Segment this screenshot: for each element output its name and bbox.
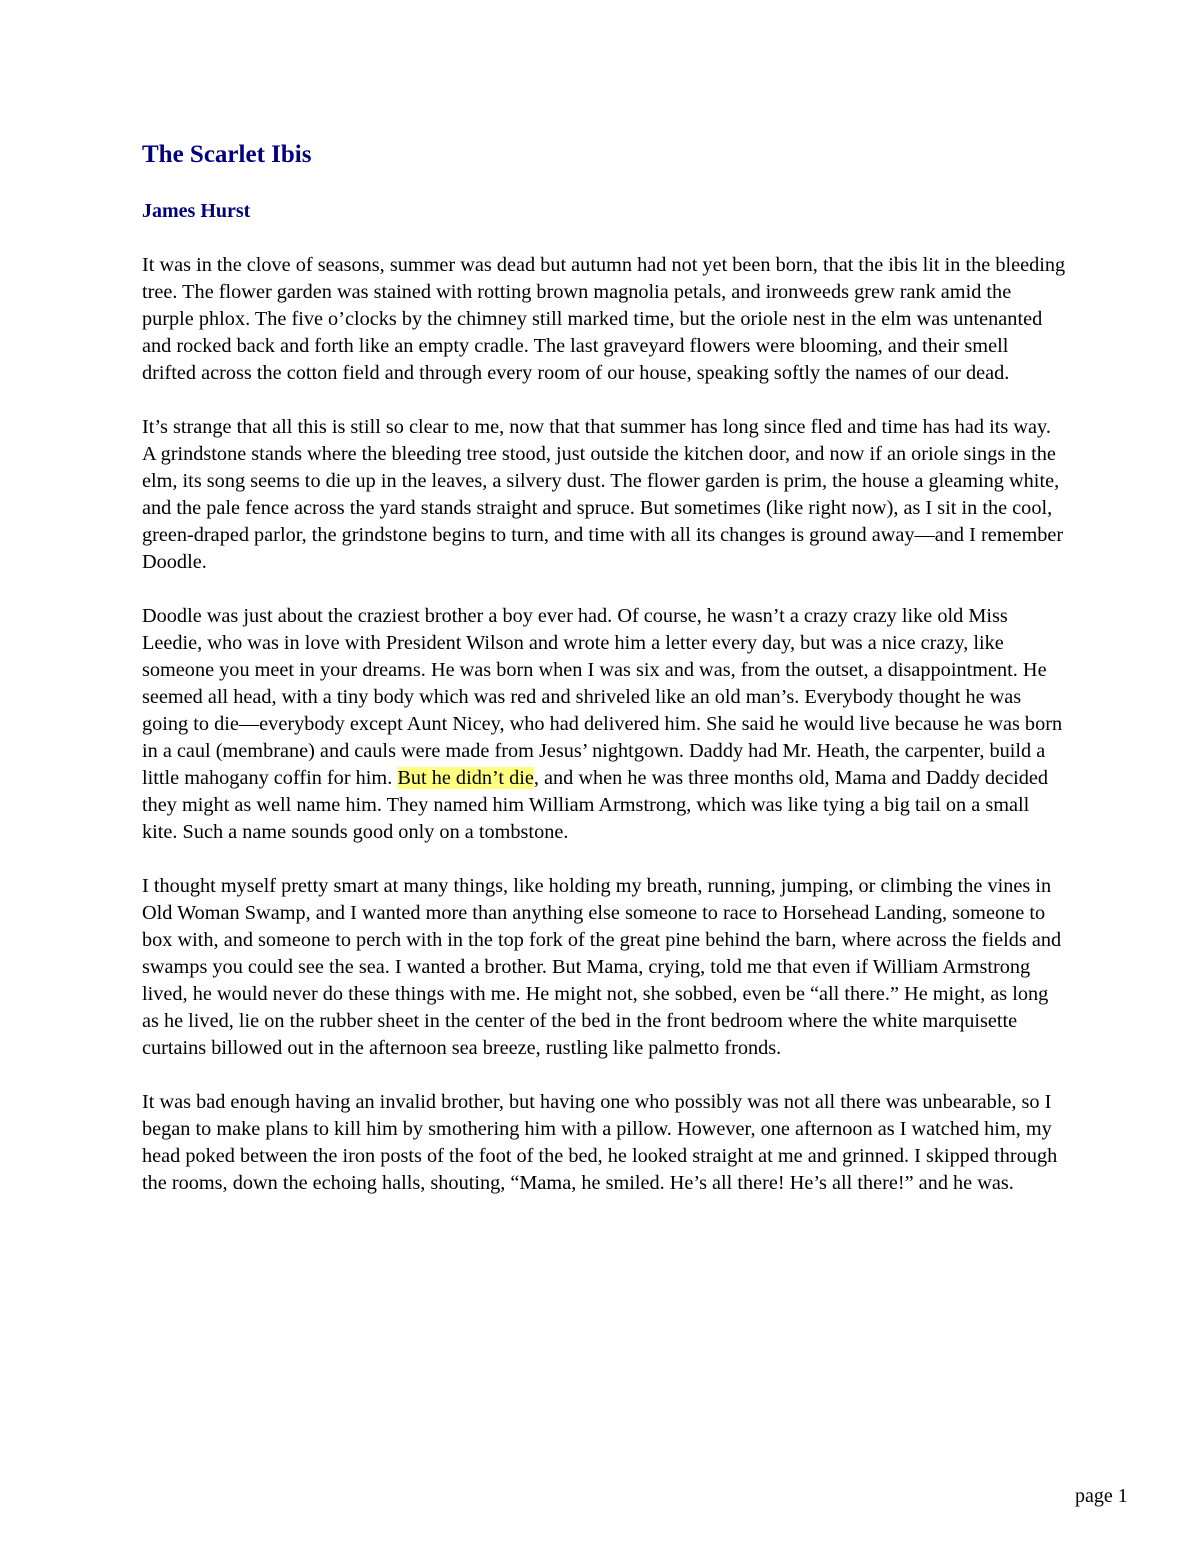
- paragraph-3: [142, 603, 1067, 846]
- story-body: [142, 252, 1067, 1224]
- paragraph-1: It was in the clove of seasons, summer was dead but autumn had not yet been born, that the ibis lit in the bleeding tree. The flower garden was stained with rotting brown magnolia petals, and ironweeds grew rank amid the purple phlox. The five o’clocks by the chimney still marked time, but the oriole nest in the elm was untenanted and rocked back and forth like an empty cradle. The last graveyard flowers were blooming, and their smell drifted across the cotton field and through every room of our house, speaking softly the names of our dead.: [142, 254, 1066, 384]
- paragraph-3-text-after: , and when he was three months old, Mama and Daddy decided they might as well name him. They named him William Armstrong, which was like tying a big tail on a small kite. Such a name sounds good only on a tombstone.: [142, 767, 1049, 843]
- document-title: The Scarlet Ibis: [142, 141, 312, 168]
- highlighted-text: But he didn’t die: [397, 767, 534, 789]
- page-number: page 1: [1075, 1485, 1128, 1507]
- paragraph-4: I thought myself pretty smart at many things, like holding my breath, running, jumping, or climbing the vines in Old Woman Swamp, and I wanted more than anything else someone to race to Horsehead Landing, someone to box with, and someone to perch with in the top fork of the great pine behind the barn, where across the fields and swamps you could see the sea. I wanted a brother. But Mama, crying, told me that even if William Armstrong lived, he would never do these things with me. He might not, she sobbed, even be “all there.” He might, as long as he lived, lie on the rubber sheet in the center of the bed in the front bedroom where the white marquisette curtains billowed out in the afternoon sea breeze, rustling like palmetto fronds.: [142, 875, 1062, 1059]
- document-author: James Hurst: [142, 200, 251, 222]
- paragraph-2: It’s strange that all this is still so clear to me, now that that summer has long since fled and time has had its way. A grindstone stands where the bleeding tree stood, just outside the kitchen door, and now if an oriole sings in the elm, its song seems to die up in the leaves, a silvery dust. The flower garden is prim, the house a gleaming white, and the pale fence across the yard stands straight and spruce. But sometimes (like right now), as I sit in the cool, green-draped parlor, the grindstone begins to turn, and time with all its changes is ground away—and I remember Doodle.: [142, 416, 1064, 573]
- paragraph-3-text-before: Doodle was just about the craziest brother a boy ever had. Of course, he wasn’t a crazy crazy like old Miss Leedie, who was in love with President Wilson and wrote him a letter every day, but was a nice crazy, like someone you meet in your dreams. He was born when I was six and was, from the outset, a disappointment. He seemed all head, with a tiny body which was red and shriveled like an old man’s. Everybody thought he was going to die—everybody except Aunt Nicey, who had delivered him. She said he would live because he was born in a caul (membrane) and cauls were made from Jesus’ nightgown. Daddy had Mr. Heath, the carpenter, build a little mahogany coffin for him.: [142, 605, 1063, 789]
- paragraph-5: It was bad enough having an invalid brother, but having one who possibly was not all there was unbearable, so I began to make plans to kill him by smothering him with a pillow. However, one afternoon as I watched him, my head poked between the iron posts of the foot of the bed, he looked straight at me and grinned. I skipped through the rooms, down the echoing halls, shouting, “Mama, he smiled. He’s all there! He’s all there!” and he was.: [142, 1091, 1058, 1194]
